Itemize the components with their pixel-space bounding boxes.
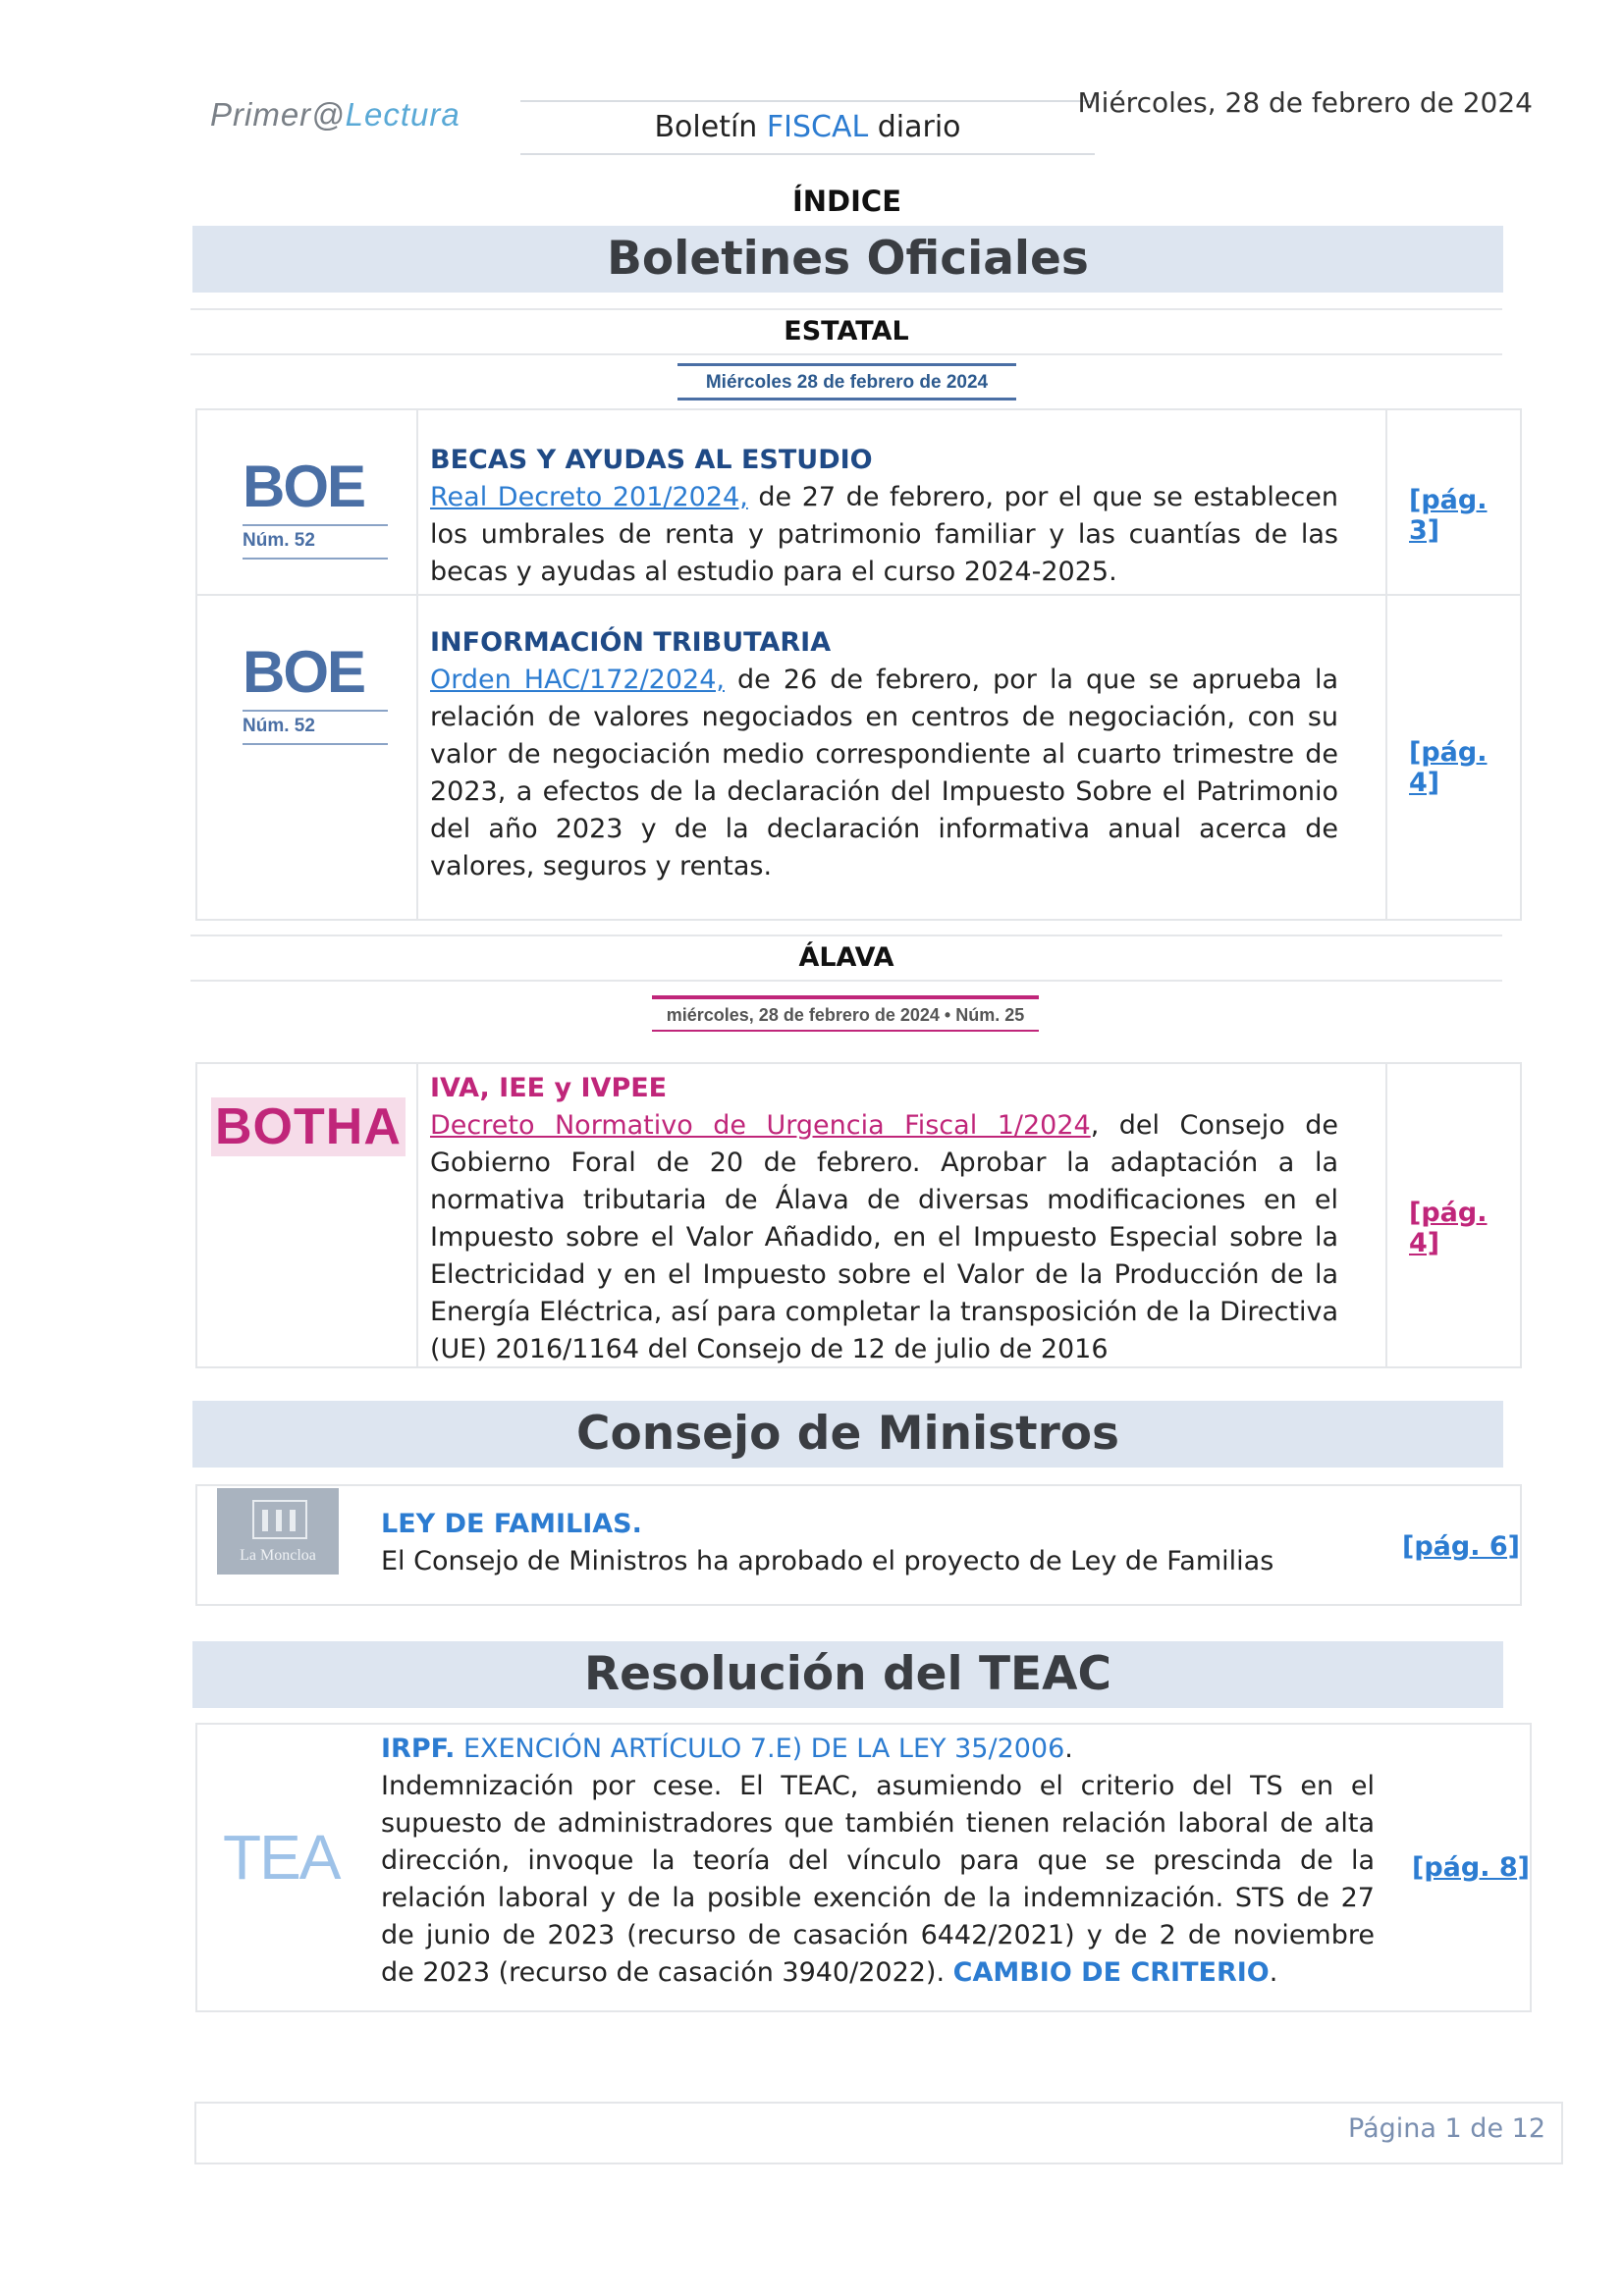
boe-logo [243, 454, 388, 560]
page-link-cell [1385, 1064, 1520, 1366]
building-icon [252, 1500, 307, 1539]
footer [194, 2102, 1563, 2164]
page-link-6[interactable]: [pág. 6] [1402, 1531, 1520, 1562]
divider [190, 980, 1502, 982]
entry-body [430, 1107, 1338, 1368]
index-heading: ÍNDICE [791, 185, 901, 218]
entry-category: BECAS Y AYUDAS AL ESTUDIO [430, 445, 873, 475]
teac-table [195, 1723, 1532, 2012]
boe-wordmark: BOE [243, 454, 365, 519]
divider [190, 308, 1502, 310]
date-day: Miércoles [1077, 86, 1208, 119]
entry-end: . [1269, 1957, 1278, 1988]
section-title: Boletines Oficiales [607, 232, 1089, 286]
section-teac [192, 1641, 1503, 1708]
real-decreto-link[interactable]: Real Decreto 201/2024, [430, 482, 748, 512]
botha-logo: BOTHA [211, 1097, 406, 1156]
bulletin-title [520, 110, 1095, 144]
botha-date-banner [652, 995, 1039, 1032]
entry-category: LEY DE FAMILIAS. [381, 1509, 642, 1539]
entry-irpf [381, 1731, 1375, 1992]
consejo-table [195, 1484, 1522, 1606]
botha-logo-cell [197, 1064, 418, 1366]
divider [190, 934, 1502, 936]
entry-body [430, 662, 1338, 885]
orden-hac-link[interactable]: Orden HAC/172/2024, [430, 665, 725, 695]
estatal-table [195, 408, 1522, 921]
entry-ley-familias [381, 1506, 1324, 1580]
botha-number: Núm. 25 [955, 1005, 1025, 1025]
entry-text: de 27 de febrero, por el que se establecen los umbrales de renta y patrimonio familiar y las cuantías de las becas y ayudas al estudio para el curso 2024-2025. [430, 482, 1338, 587]
cambio-criterio: CAMBIO DE CRITERIO [952, 1957, 1270, 1988]
alava-table [195, 1062, 1522, 1368]
entry-becas [430, 442, 1338, 591]
botha-date-tag: miércoles, 28 de febrero de 2024 • Núm. 25 [666, 1005, 1025, 1025]
entry-informacion-tributaria [430, 624, 1338, 885]
banner-bottom-line [652, 1030, 1039, 1032]
entry-iva [430, 1070, 1338, 1368]
header-date [1078, 86, 1533, 119]
entry-body [430, 479, 1338, 591]
category-end: . [1064, 1734, 1073, 1764]
page-link-cell [1385, 410, 1520, 594]
page-link-3[interactable]: [pág. 3] [1409, 485, 1488, 546]
boe-logo [243, 639, 388, 745]
entry-category: IVA, IEE y IVPEE [430, 1073, 668, 1103]
boe-number: Núm. 52 [243, 716, 315, 736]
date-rest: , 28 de febrero de 2024 [1207, 86, 1533, 119]
boe-rule [243, 710, 388, 712]
moncloa-logo [217, 1488, 339, 1575]
tea-logo: TEA [223, 1822, 340, 1893]
boe-date-tag: Miércoles 28 de febrero de 2024 [705, 372, 989, 393]
boe-rule [243, 743, 388, 745]
entry-text: , del Consejo de Gobierno Foral de 20 de febrero. Aprobar la adaptación a la normativa tributaria de Álava de diversas modificaciones en el Impuesto sobre el Valor Añadido, en el Impuesto Especial sobre la Electricidad y en el Impuesto sobre el Valor de la Producción de la Energía Eléctrica, así para completar la transposición de la Directiva (UE) 2016/1164 del Consejo de 12 de julio de 2016 [430, 1110, 1338, 1364]
page-link-4-alava[interactable]: [pág. 4] [1409, 1198, 1488, 1258]
page-number: Página 1 de 12 [1348, 2113, 1545, 2144]
boe-rule [243, 524, 388, 526]
banner-bottom-line [677, 398, 1016, 400]
header-title-box [520, 100, 1095, 155]
alava-label: ÁLAVA [798, 942, 894, 973]
entry-text: de 26 de febrero, por la que se aprueba la relación de valores negociados en centros de negociación, con su valor de negociación medio correspondiente al cuarto trimestre de 2023, a efectos de la declaración del Impuesto Sobre el Patrimonio del año 2023 y de la declaración informativa anual acerca de valores, seguros y rentas. [430, 665, 1339, 881]
title-post: diario [868, 110, 961, 144]
logo-lectura: Lectura [345, 96, 460, 133]
boe-number: Núm. 52 [243, 530, 315, 551]
decreto-normativo-link[interactable]: Decreto Normativo de Urgencia Fiscal 1/2024 [430, 1110, 1091, 1141]
section-consejo [192, 1401, 1503, 1468]
section-boletines [192, 226, 1503, 293]
entry-category: INFORMACIÓN TRIBUTARIA [430, 627, 832, 658]
moncloa-text: La Moncloa [240, 1547, 316, 1564]
boe-logo-cell [197, 410, 418, 594]
botha-date: miércoles, 28 de febrero de 2024 [666, 1005, 940, 1025]
entry-body [381, 1768, 1375, 1992]
title-pre: Boletín [654, 110, 767, 144]
page-link-8[interactable]: [pág. 8] [1412, 1852, 1530, 1883]
category-bold: IRPF. [381, 1734, 456, 1764]
boe-date-banner [677, 363, 1016, 400]
section-title: Resolución del TEAC [583, 1647, 1111, 1701]
boe-rule [243, 558, 388, 560]
boe-wordmark: BOE [243, 639, 365, 705]
category-rest: EXENCIÓN ARTÍCULO 7.E) DE LA LEY 35/2006 [455, 1734, 1065, 1764]
page-link-cell [1385, 596, 1520, 919]
logo-primer: Primer@ [210, 96, 346, 133]
entry-text: Indemnización por cese. El TEAC, asumiendo el criterio del TS en el supuesto de administradores que también tienen relación laboral de alta dirección, invoque la teoría del vínculo para que se prescinda de la relación laboral y de la posible exención de la indemnización. STS de 27 de junio de 2023 (recurso de casación 6442/2021) y de 2 de noviembre de 2023 (recurso de casación 3940/2022). [381, 1771, 1375, 1988]
title-accent: FISCAL [766, 110, 869, 144]
boe-logo-cell [197, 596, 418, 919]
divider [190, 353, 1502, 355]
entry-category [381, 1731, 1375, 1768]
primer-lectura-logo [210, 96, 460, 133]
estatal-label: ESTATAL [784, 316, 909, 347]
page-link-4[interactable]: [pág. 4] [1409, 737, 1488, 798]
entry-text: El Consejo de Ministros ha aprobado el proyecto de Ley de Familias [381, 1546, 1274, 1576]
section-title: Consejo de Ministros [575, 1407, 1120, 1461]
